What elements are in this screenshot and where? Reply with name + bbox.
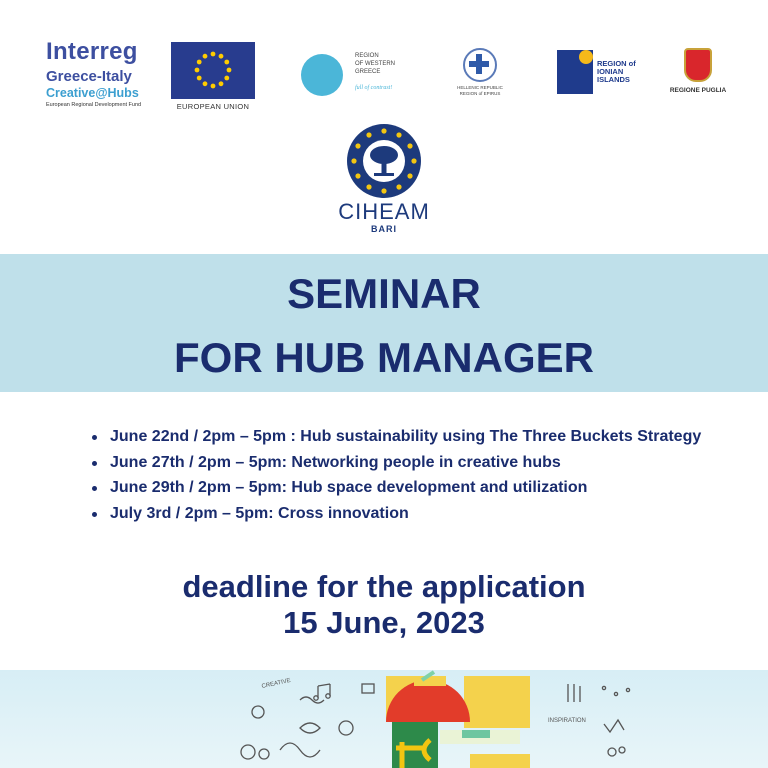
interreg-logo (46, 40, 170, 109)
session-text: June 22nd / 2pm – 5pm : Hub sustainability using The Three Buckets Strategy (110, 428, 702, 445)
ionian-name: REGION of IONIAN ISLANDS (597, 59, 636, 84)
epirus-logo (449, 48, 511, 97)
session-text: July 3rd / 2pm – 5pm: Cross innovation (110, 504, 409, 522)
olive-tree-emblem-icon (347, 124, 421, 198)
western-greece-logo (301, 50, 421, 98)
epirus-name: HELLENIC REPUBLIC REGION of EPIRUS (457, 85, 503, 96)
page-title-line2: FOR HUB MANAGER (174, 334, 594, 381)
eu-caption: EUROPEAN UNION (176, 102, 250, 111)
list-item (90, 475, 730, 501)
colorful-shapes-icon (386, 672, 530, 768)
western-greece-emblem-icon (301, 54, 343, 96)
session-text: June 27th / 2pm – 5pm: Networking people in creative hubs (110, 453, 561, 471)
western-greece-tagline: full of contrast! (355, 85, 393, 91)
list-item (90, 450, 730, 476)
ciheam-logo (334, 124, 434, 235)
partner-logos (0, 0, 768, 118)
doodle-word-inspiration: INSPIRATION (548, 718, 586, 724)
bullet-icon (92, 435, 97, 440)
western-greece-name: REGION OF WESTERN GREECE (355, 53, 395, 75)
interreg-brand: Interreg (46, 38, 138, 65)
bullet-icon (92, 512, 97, 517)
list-item (90, 424, 730, 450)
doodle-word-creative: CREATIVE (261, 677, 292, 690)
deadline-date: 15 June, 2023 (283, 605, 485, 640)
list-item (90, 501, 730, 527)
bullet-icon (92, 461, 97, 466)
sun-icon (579, 50, 593, 64)
ciheam-city: BARI (371, 224, 397, 234)
title-banner (0, 254, 768, 392)
eu-logo (171, 42, 255, 113)
session-list (90, 424, 730, 526)
puglia-logo (664, 48, 732, 96)
puglia-crest-icon (684, 48, 712, 82)
ionian-islands-logo (557, 50, 637, 96)
bullet-icon (92, 486, 97, 491)
ciheam-name: CIHEAM (338, 199, 430, 224)
interreg-project: Creative@Hubs (46, 86, 139, 100)
eu-flag-icon (171, 42, 255, 99)
interreg-programme: Greece-Italy (46, 68, 132, 85)
footer-illustration (0, 670, 768, 768)
greek-cross-emblem-icon (463, 48, 497, 82)
deadline-label: deadline for the application (182, 569, 586, 604)
session-text: June 29th / 2pm – 5pm: Hub space development and utilization (110, 479, 588, 496)
interreg-fund: European Regional Development Fund (46, 102, 142, 108)
puglia-name: REGIONE PUGLIA (669, 87, 727, 94)
page-title-line1: SEMINAR (287, 270, 481, 317)
